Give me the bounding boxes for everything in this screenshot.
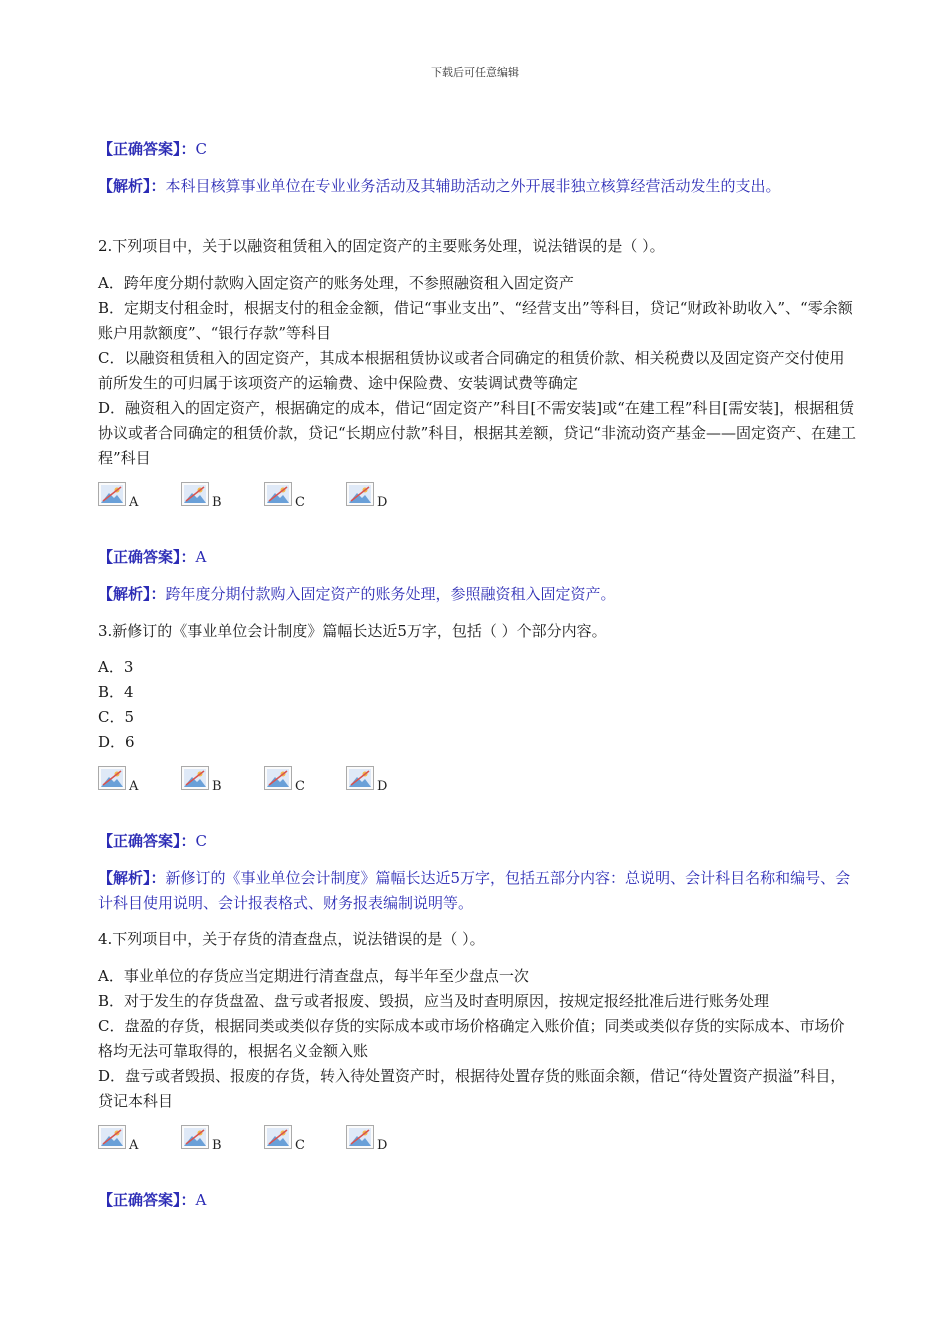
choice-label: D <box>377 1138 388 1153</box>
choice-label: C <box>295 779 305 794</box>
broken-image-icon <box>346 1125 374 1149</box>
broken-image-icon <box>264 766 292 790</box>
q4-question: 4.下列项目中，关于存货的清查盘点，说法错误的是（ ）。 <box>98 930 485 948</box>
answer-tag: 【正确答案】： <box>98 548 196 566</box>
q3-option-b: B．4 <box>98 683 134 701</box>
answer-value: C <box>195 832 207 850</box>
explanation-text: 本科目核算事业单位在专业业务活动及其辅助活动之外开展非独立核算经营活动发生的支出。 <box>165 177 781 195</box>
choice-label: C <box>295 1138 305 1153</box>
q3-option-a: A．3 <box>98 658 134 676</box>
q4-choices <box>98 1125 498 1157</box>
q2-choice-b[interactable] <box>181 482 241 514</box>
q2-option-a: A．跨年度分期付款购入固定资产的账务处理，不参照融资租入固定资产 <box>98 274 574 292</box>
q2-choice-d[interactable] <box>346 482 406 514</box>
q2-choice-a[interactable] <box>98 482 158 514</box>
choice-label: B <box>212 779 222 794</box>
q2-options <box>98 271 858 471</box>
choice-label: C <box>295 495 305 510</box>
explanation-text: 新修订的《事业单位会计制度》篇幅长达近5万字，包括五部分内容：总说明、会计科目名称和编号、会计科目使用说明、会计报表格式、财务报表编制说明等。 <box>98 869 851 912</box>
q3-choice-d[interactable] <box>346 766 406 798</box>
answer-tag: 【正确答案】： <box>98 140 196 158</box>
q4-choice-a[interactable] <box>98 1125 158 1157</box>
answer-value: A <box>195 1191 207 1209</box>
broken-image-icon <box>264 1125 292 1149</box>
q1-answer <box>98 137 858 162</box>
q2-explanation <box>98 582 858 607</box>
q4-choice-d[interactable] <box>346 1125 406 1157</box>
page-header: 下载后可任意编辑 <box>431 66 519 79</box>
broken-image-icon <box>346 766 374 790</box>
explanation-text: 跨年度分期付款购入固定资产的账务处理，参照融资租入固定资产。 <box>165 585 616 603</box>
q2-answer <box>98 545 858 570</box>
choice-label: A <box>129 1138 139 1153</box>
choice-label: A <box>129 495 139 510</box>
broken-image-icon <box>98 482 126 506</box>
q3-question: 3.新修订的《事业单位会计制度》篇幅长达近5万字，包括（ ）个部分内容。 <box>98 622 607 640</box>
broken-image-icon <box>264 482 292 506</box>
q2-question: 2.下列项目中，关于以融资租赁租入的固定资产的主要账务处理，说法错误的是（ ）。 <box>98 237 665 255</box>
broken-image-icon <box>181 766 209 790</box>
q3-option-d: D．6 <box>98 733 135 751</box>
q4-option-a: A．事业单位的存货应当定期进行清查盘点，每半年至少盘点一次 <box>98 967 529 985</box>
broken-image-icon <box>98 1125 126 1149</box>
q4-options <box>98 964 858 1114</box>
q3-choices <box>98 766 498 798</box>
q3-option-c: C．5 <box>98 708 135 726</box>
q3-options <box>98 655 858 755</box>
q3-choice-b[interactable] <box>181 766 241 798</box>
q4-choice-c[interactable] <box>264 1125 324 1157</box>
choice-label: D <box>377 495 388 510</box>
q4-option-b: B．对于发生的存货盘盈、盘亏或者报废、毁损，应当及时查明原因，按规定报经批准后进行账务处理 <box>98 992 770 1010</box>
broken-image-icon <box>346 482 374 506</box>
choice-label: B <box>212 1138 222 1153</box>
broken-image-icon <box>181 482 209 506</box>
q4-answer <box>98 1188 858 1213</box>
q1-explanation <box>98 174 858 199</box>
answer-value: C <box>195 140 207 158</box>
explanation-tag: 【解析】： <box>98 177 166 195</box>
q4-option-c: C．盘盈的存货，根据同类或类似存货的实际成本或市场价格确定入账价值；同类或类似存货的实际成本、市场价格均无法可靠取得的，根据名义金额入账 <box>98 1017 845 1060</box>
choice-label: B <box>212 495 222 510</box>
answer-tag: 【正确答案】： <box>98 1191 196 1209</box>
q4-option-d: D．盘亏或者毁损、报废的存货，转入待处置资产时，根据待处置存货的账面余额，借记“待处置资产损溢”科目，贷记本科目 <box>98 1067 846 1110</box>
broken-image-icon <box>98 766 126 790</box>
q2-option-b: B．定期支付租金时，根据支付的租金金额，借记“事业支出”、“经营支出”等科目，贷记“财政补助收入”、“零余额账户用款额度”、“银行存款”等科目 <box>98 299 853 342</box>
q2-choice-c[interactable] <box>264 482 324 514</box>
q3-choice-a[interactable] <box>98 766 158 798</box>
broken-image-icon <box>181 1125 209 1149</box>
q3-answer <box>98 829 858 854</box>
q3-explanation <box>98 866 858 916</box>
q2-option-d: D．融资租入的固定资产，根据确定的成本，借记“固定资产”科目[不需安装]或“在建工程”科目[需安装]，根据租赁协议或者合同确定的租赁价款，贷记“长期应付款”科目，根据其差额，贷记“非流动资产基金——固定资产、在建工程”科目 <box>98 399 857 467</box>
q4-choice-b[interactable] <box>181 1125 241 1157</box>
choice-label: D <box>377 779 388 794</box>
q3-choice-c[interactable] <box>264 766 324 798</box>
answer-tag: 【正确答案】： <box>98 832 196 850</box>
q2-option-c: C．以融资租赁租入的固定资产，其成本根据租赁协议或者合同确定的租赁价款、相关税费以及固定资产交付使用前所发生的可归属于该项资产的运输费、途中保险费、安装调试费等确定 <box>98 349 845 392</box>
explanation-tag: 【解析】： <box>98 585 166 603</box>
q2-choices <box>98 482 498 514</box>
choice-label: A <box>129 779 139 794</box>
answer-value: A <box>195 548 207 566</box>
explanation-tag: 【解析】： <box>98 869 166 887</box>
